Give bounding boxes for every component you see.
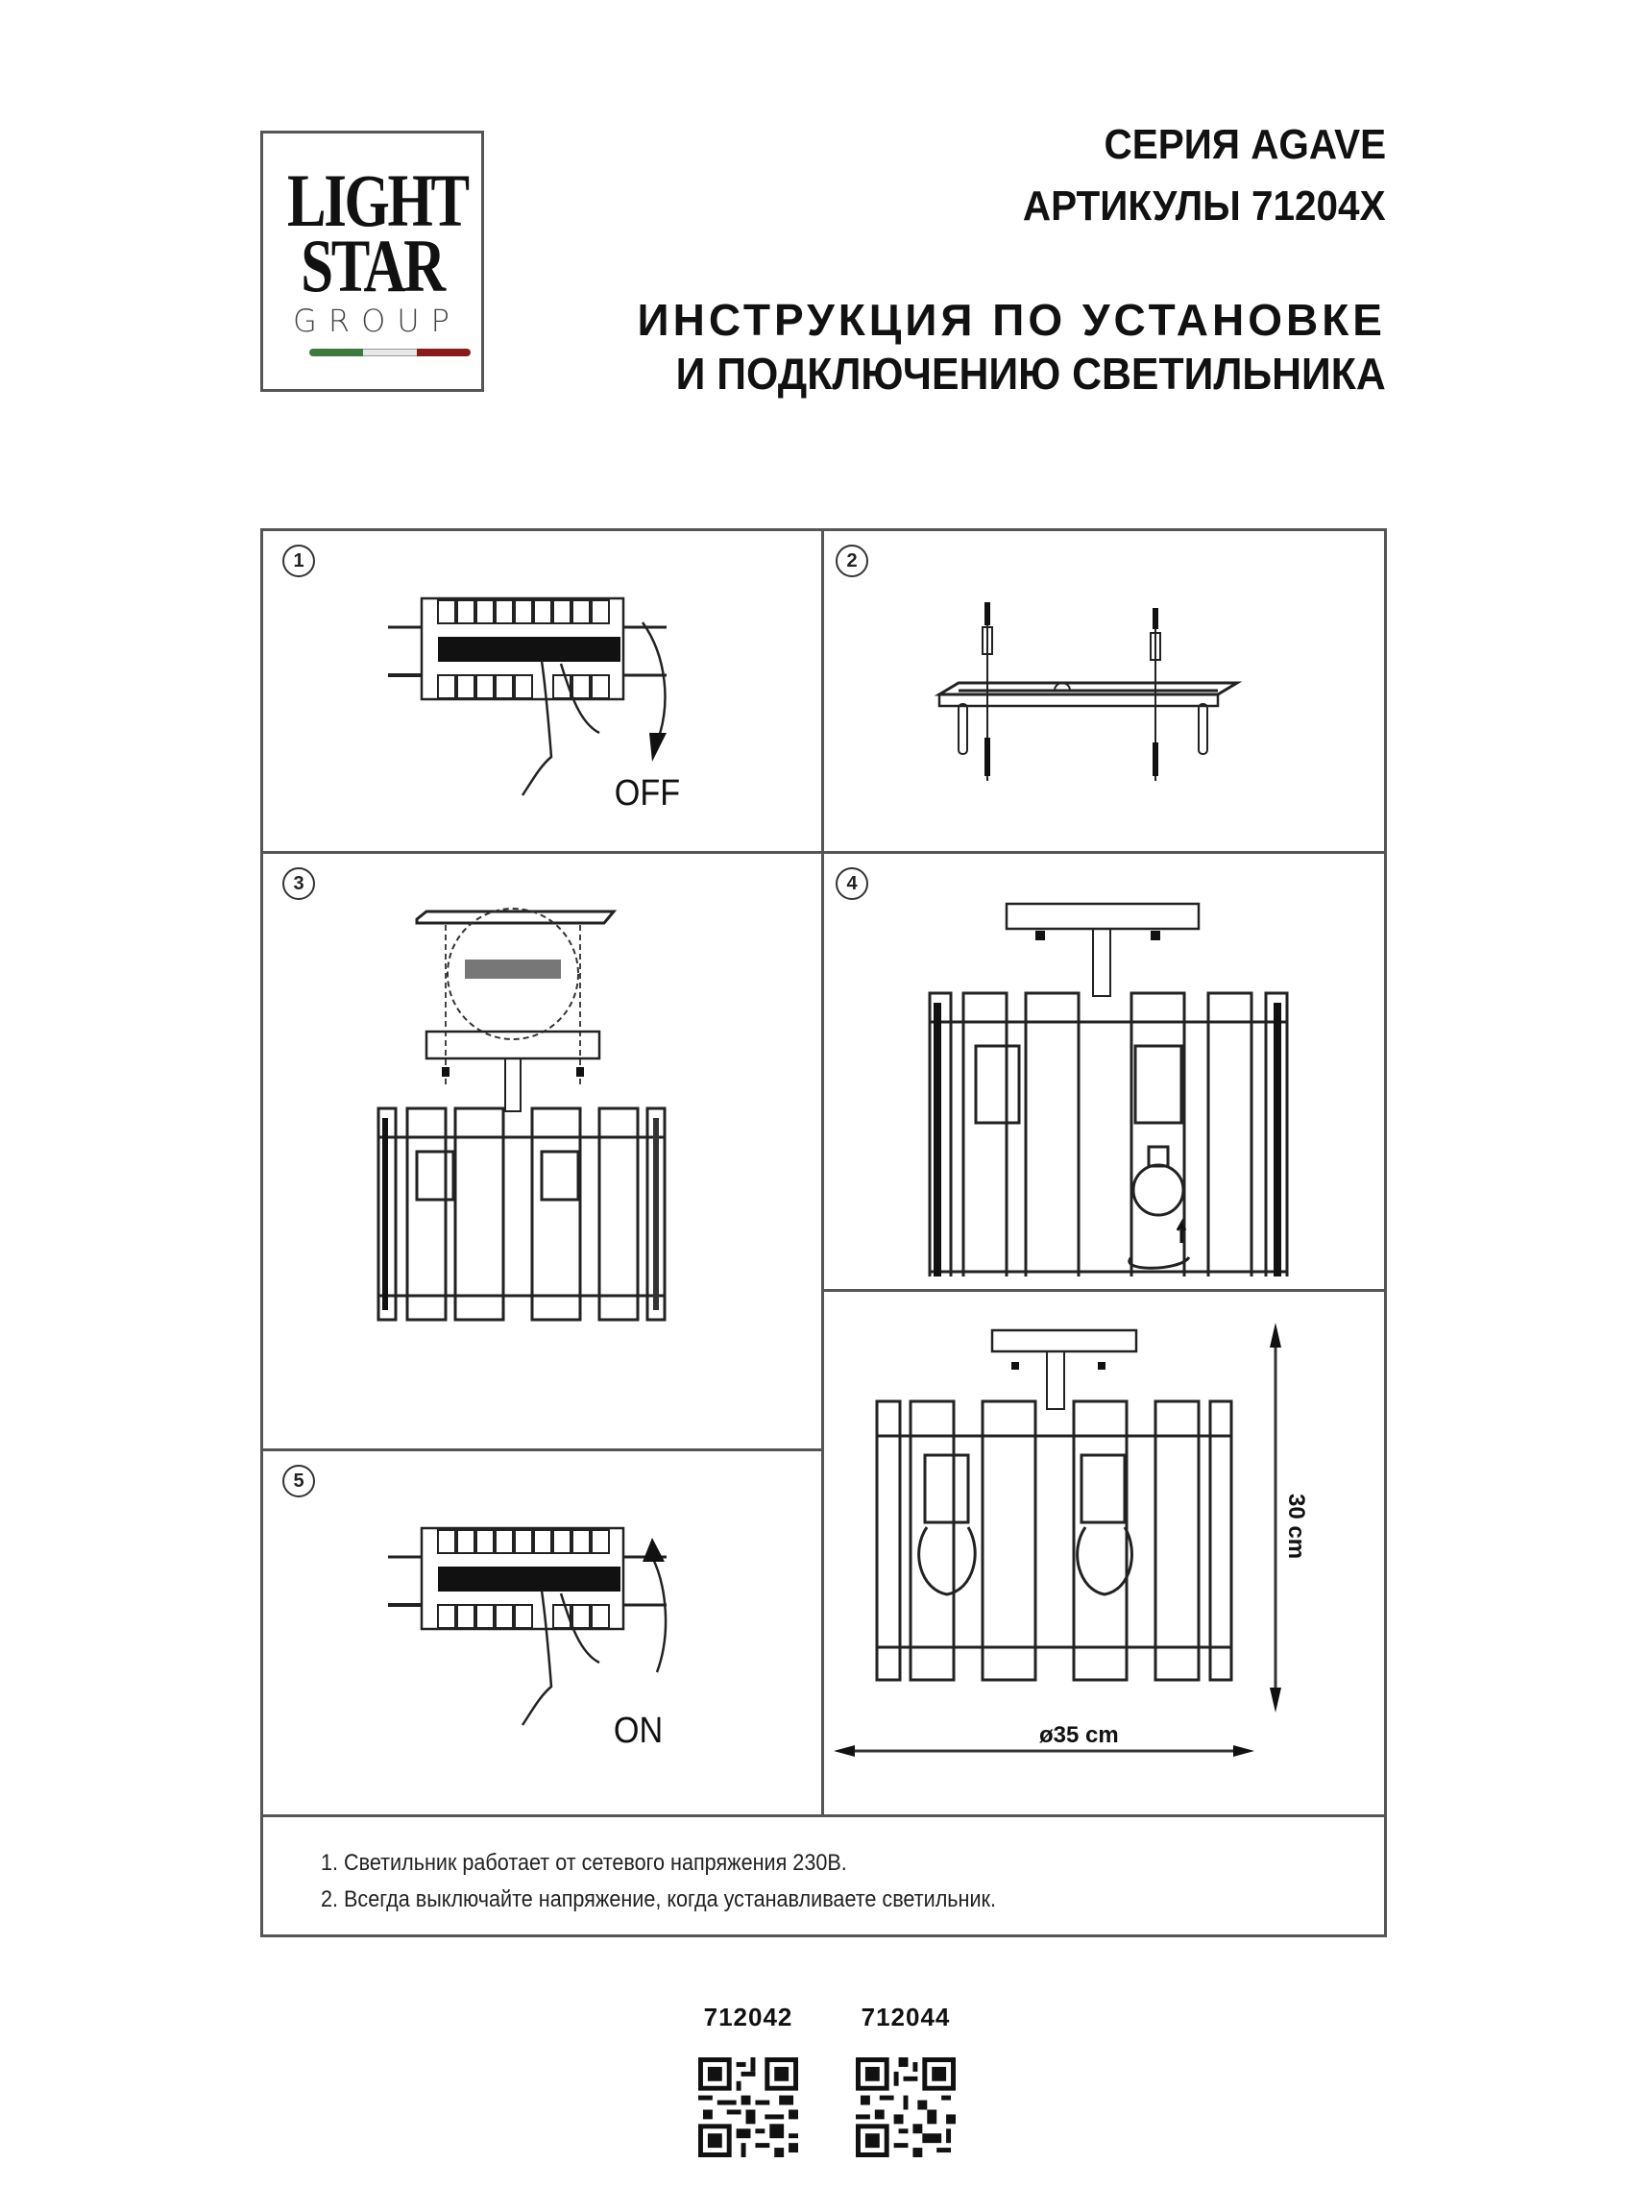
step-4-panel [824, 854, 1384, 1292]
bulb-install-icon [920, 892, 1324, 1276]
dimensions-panel [824, 1292, 1384, 1814]
series-title: СЕРИЯ AGAVE [1104, 121, 1386, 168]
notes-section [263, 1814, 1384, 1934]
qr-article-label: 712044 [861, 2003, 951, 2031]
step-number-badge: 1 [282, 545, 315, 577]
step-2-panel [824, 531, 1384, 854]
qr-article-label: 712042 [703, 2003, 793, 2031]
circuit-breaker-off-icon [378, 589, 763, 839]
step-1-panel [263, 531, 824, 854]
note-safety: 2. Всегда выключайте напряжение, когда устанавливаете светильник. [321, 1886, 996, 1912]
qr-code-icon[interactable] [698, 2057, 798, 2157]
brand-logo [260, 131, 484, 392]
qr-block-712042 [695, 2003, 801, 2157]
logo-line-light: LIGHT [286, 158, 468, 242]
on-label: ON [613, 1711, 664, 1751]
qr-block-712044 [853, 2003, 959, 2157]
instruction-grid [260, 528, 1387, 1937]
article-numbers: АРТИКУЛЫ 71204X [1023, 182, 1386, 230]
step-number-badge: 2 [836, 545, 868, 577]
fixture-mounting-icon [359, 902, 763, 1363]
mounting-bracket-icon [920, 598, 1285, 810]
logo-line-star: STAR [301, 224, 444, 307]
step-3-panel [263, 854, 824, 1451]
instruction-title-line1: ИНСТРУКЦИЯ ПО УСТАНОВКЕ [637, 295, 1386, 345]
diameter-label: ø35 cm [1039, 1722, 1119, 1748]
step-5-panel [263, 1451, 824, 1814]
note-voltage: 1. Светильник работает от сетевого напряжения 230В. [321, 1850, 847, 1876]
italian-flag-stripe [309, 349, 471, 356]
off-label: OFF [614, 773, 681, 814]
step-number-badge: 3 [282, 867, 315, 900]
circuit-breaker-on-icon [378, 1519, 763, 1768]
instruction-title-line2: И ПОДКЛЮЧЕНИЮ СВЕТИЛЬНИКА [675, 349, 1386, 399]
step-number-badge: 5 [282, 1465, 315, 1497]
logo-line-group: GROUP [293, 303, 461, 339]
step-number-badge: 4 [836, 867, 868, 900]
height-label: 30 cm [1283, 1494, 1309, 1560]
qr-code-icon[interactable] [856, 2057, 956, 2157]
